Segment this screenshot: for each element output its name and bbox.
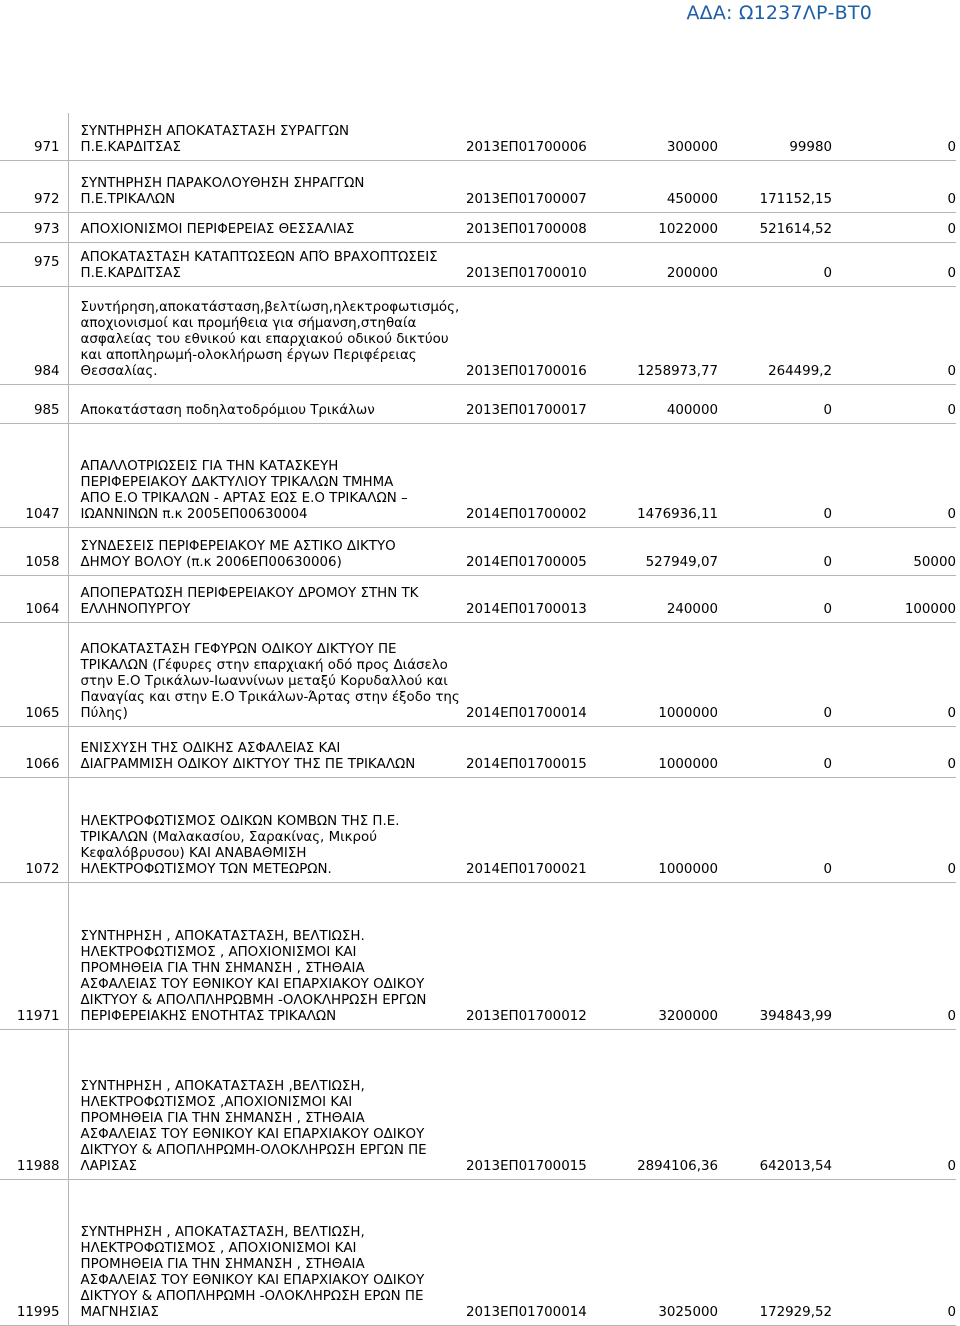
budget-amount: 1000000	[588, 622, 718, 726]
row-description	[68, 575, 464, 622]
payments-amount: 0	[718, 622, 836, 726]
description-line: Αποκατάσταση ποδηλατοδρόμιου Τρικάλων	[80, 402, 375, 418]
row-number: 973	[0, 212, 68, 242]
row-number: 975	[0, 242, 68, 286]
remainder-amount: 0	[836, 1029, 956, 1179]
budget-amount: 1476936,11	[588, 423, 718, 527]
project-code: 2014ΕΠ01700005	[464, 527, 588, 575]
table-row	[0, 1029, 956, 1179]
payments-amount: 0	[718, 384, 836, 423]
remainder-amount: 0	[836, 384, 956, 423]
description-line: ΠΡΟΜΗΘΕΙΑ ΓΙΑ ΤΗΝ ΣΗΜΑΝΣΗ , ΣΤΗΘΑΙΑ	[80, 1256, 365, 1272]
description-line: ΑΠΟΧΙΟΝΙΣΜΟΙ ΠΕΡΙΦΕΡΕΙΑΣ ΘΕΣΣΑΛΙΑΣ	[80, 221, 355, 237]
description-line: ΣΥΝΤΗΡΗΣΗ , ΑΠΟΚΑΤΑΣΤΑΣΗ ,ΒΕΛΤΙΩΣΗ,	[80, 1078, 365, 1094]
budget-amount: 300000	[588, 113, 718, 160]
project-code: 2014ΕΠ01700002	[464, 423, 588, 527]
description-line: ΑΣΦΑΛΕΙΑΣ ΤΟΥ ΕΘΝΙΚΟΥ ΚΑΙ ΕΠΑΡΧΙΑΚΟΥ ΟΔΙΚΟΥ	[80, 1272, 425, 1288]
description-line: ΔΙΚΤΥΟΥ & ΑΠΟΠΛΗΡΩΜΗ -ΟΛΟΚΛΗΡΩΣΗ ΕΡΩΝ ΠΕ	[80, 1288, 424, 1304]
row-description	[68, 882, 464, 1029]
budget-amount: 450000	[588, 160, 718, 212]
description-line: ΗΛΕΚΤΡΟΦΩΤΙΣΜΟΥ ΤΩΝ ΜΕΤΕΩΡΩΝ.	[80, 861, 332, 877]
table-row	[0, 575, 956, 622]
row-description	[68, 1179, 464, 1325]
description-line: αποχιονισμοί και προμήθεια για σήμανση,στηθαία	[80, 315, 417, 331]
description-line: ΕΝΙΣΧΥΣΗ ΤΗΣ ΟΔΙΚΗΣ ΑΣΦΑΛΕΙΑΣ ΚΑΙ	[80, 740, 341, 756]
table-row	[0, 286, 956, 384]
description-line: ασφαλείας του εθνικού και επαρχιακού οδικού δικτύου	[80, 331, 449, 347]
description-line: ΠΕΡΙΦΕΡΕΙΑΚΟΥ ΔΑΚΤΥΛΙΟΥ ΤΡΙΚΑΛΩΝ ΤΜΗΜΑ	[80, 474, 394, 490]
payments-amount: 0	[718, 726, 836, 777]
description-line: ΠΡΟΜΗΘΕΙΑ ΓΙΑ ΤΗΝ ΣΗΜΑΝΣΗ , ΣΤΗΘΑΙΑ	[80, 960, 365, 976]
row-description	[68, 777, 464, 882]
description-line: ΣΥΝΤΗΡΗΣΗ , ΑΠΟΚΑΤΑΣΤΑΣΗ, ΒΕΛΤΙΩΣΗ.	[80, 928, 365, 944]
table-row	[0, 384, 956, 423]
payments-amount: 0	[718, 242, 836, 286]
remainder-amount: 0	[836, 423, 956, 527]
project-code: 2013ΕΠ01700008	[464, 212, 588, 242]
budget-amount: 1258973,77	[588, 286, 718, 384]
description-line: ΔΙΚΤΥΟΥ & ΑΠΟΛΠΛΗΡΩΒΜΗ -ΟΛΟΚΛΗΡΩΣΗ ΕΡΓΩΝ	[80, 992, 427, 1008]
budget-amount: 200000	[588, 242, 718, 286]
row-description	[68, 113, 464, 160]
ada-stamp: ΑΔΑ: Ω1237ΛΡ-ΒΤ0	[686, 2, 872, 24]
description-line: ΣΥΝΤΗΡΗΣΗ , ΑΠΟΚΑΤΑΣΤΑΣΗ, ΒΕΛΤΙΩΣΗ,	[80, 1224, 365, 1240]
description-line: Π.Ε.ΚΑΡΔΙΤΣΑΣ	[80, 139, 181, 155]
remainder-amount: 0	[836, 212, 956, 242]
payments-amount: 0	[718, 777, 836, 882]
row-description	[68, 622, 464, 726]
description-line: ΣΥΝΔΕΣΕΙΣ ΠΕΡΙΦΕΡΕΙΑΚΟΥ ΜΕ ΑΣΤΙΚΟ ΔΙΚΤΥΟ	[80, 538, 396, 554]
description-line: ΕΛΛΗΝΟΠΥΡΓΟΥ	[80, 601, 191, 617]
description-line: ΜΑΓΝΗΣΙΑΣ	[80, 1304, 159, 1320]
payments-amount: 172929,52	[718, 1179, 836, 1325]
table-row	[0, 423, 956, 527]
description-line: ΑΠΟ Ε.Ο ΤΡΙΚΑΛΩΝ - ΑΡΤΑΣ ΕΩΣ Ε.Ο ΤΡΙΚΑΛΩΝ –	[80, 490, 408, 506]
row-number: 11995	[0, 1179, 68, 1325]
remainder-amount: 0	[836, 882, 956, 1029]
row-number: 1066	[0, 726, 68, 777]
budget-amount: 3025000	[588, 1179, 718, 1325]
description-line: Παναγίας και στην Ε.Ο Τρικάλων-Άρτας στην έξοδο της	[80, 689, 460, 705]
table-row	[0, 882, 956, 1029]
description-line: ΑΠΟΚΑΤΑΣΤΑΣΗ ΓΕΦΥΡΩΝ ΟΔΙΚΟΥ ΔΙΚΤΥΟΥ ΠΕ	[80, 641, 397, 657]
description-line: Θεσσαλίας.	[80, 363, 158, 379]
table-row	[0, 777, 956, 882]
description-line: ΑΣΦΑΛΕΙΑΣ ΤΟΥ ΕΘΝΙΚΟΥ ΚΑΙ ΕΠΑΡΧΙΑΚΟΥ ΟΔΙΚΟΥ	[80, 976, 425, 992]
row-number: 1065	[0, 622, 68, 726]
description-line: ΠΡΟΜΗΘΕΙΑ ΓΙΑ ΤΗΝ ΣΗΜΑΝΣΗ , ΣΤΗΘΑΙΑ	[80, 1110, 365, 1126]
payments-amount: 0	[718, 527, 836, 575]
row-description	[68, 384, 464, 423]
row-description	[68, 160, 464, 212]
description-line: ΤΡΙΚΑΛΩΝ (Μαλακασίου, Σαρακίνας, Μικρού	[80, 829, 377, 845]
table-row	[0, 160, 956, 212]
payments-amount: 394843,99	[718, 882, 836, 1029]
project-code: 2013ΕΠ01700012	[464, 882, 588, 1029]
table-row	[0, 113, 956, 160]
payments-amount: 99980	[718, 113, 836, 160]
row-number: 11988	[0, 1029, 68, 1179]
remainder-amount: 0	[836, 286, 956, 384]
project-code: 2013ΕΠ01700014	[464, 1179, 588, 1325]
row-description	[68, 242, 464, 286]
description-line: ΑΠΑΛΛΟΤΡΙΩΣΕΙΣ ΓΙΑ ΤΗΝ ΚΑΤΑΣΚΕΥΗ	[80, 458, 339, 474]
description-line: ΛΑΡΙΣΑΣ	[80, 1158, 137, 1174]
remainder-amount: 100000	[836, 575, 956, 622]
budget-items-table	[0, 113, 956, 1326]
remainder-amount: 0	[836, 242, 956, 286]
row-description	[68, 527, 464, 575]
row-number: 984	[0, 286, 68, 384]
table-body	[0, 113, 956, 1325]
project-code: 2013ΕΠ01700006	[464, 113, 588, 160]
description-line: ΗΛΕΚΤΡΟΦΩΤΙΣΜΟΣ ΟΔΙΚΩΝ ΚΟΜΒΩΝ ΤΗΣ Π.Ε.	[80, 813, 400, 829]
table-row	[0, 1179, 956, 1325]
description-line: ΑΠΟΚΑΤΑΣΤΑΣΗ ΚΑΤΑΠΤΩΣΕΩΝ ΑΠΌ ΒΡΑΧΟΠΤΩΣΕΙΣ	[80, 249, 438, 265]
description-line: ΔΙΚΤΥΟΥ & ΑΠΟΠΛΗΡΩΜΗ-ΟΛΟΚΛΗΡΩΣΗ ΕΡΓΩΝ ΠΕ	[80, 1142, 427, 1158]
description-line: ΣΥΝΤΗΡΗΣΗ ΑΠΟΚΑΤΑΣΤΑΣΗ ΣΥΡΑΓΓΩΝ	[80, 123, 350, 139]
project-code: 2013ΕΠ01700015	[464, 1029, 588, 1179]
row-number: 971	[0, 113, 68, 160]
project-code: 2014ΕΠ01700015	[464, 726, 588, 777]
row-description	[68, 726, 464, 777]
description-line: ΗΛΕΚΤΡΟΦΩΤΙΣΜΟΣ ,ΑΠΟΧΙΟΝΙΣΜΟΙ ΚΑΙ	[80, 1094, 353, 1110]
table-row	[0, 622, 956, 726]
budget-amount: 240000	[588, 575, 718, 622]
description-line: στην Ε.Ο Τρικάλων-Ιωαννίνων μεταξύ Κορυδαλλού και	[80, 673, 448, 689]
description-line: ΤΡΙΚΑΛΩΝ (Γέφυρες στην επαρχιακή οδό προς Διάσελο	[80, 657, 448, 673]
description-line: ΣΥΝΤΗΡΗΣΗ ΠΑΡΑΚΟΛΟΥΘΗΣΗ ΣΗΡΑΓΓΩΝ	[80, 175, 365, 191]
table-row	[0, 212, 956, 242]
row-number: 1064	[0, 575, 68, 622]
payments-amount: 171152,15	[718, 160, 836, 212]
description-line: ΑΣΦΑΛΕΙΑΣ ΤΟΥ ΕΘΝΙΚΟΥ ΚΑΙ ΕΠΑΡΧΙΑΚΟΥ ΟΔΙΚΟΥ	[80, 1126, 425, 1142]
description-line: ΠΕΡΙΦΕΡΕΙΑΚΗΣ ΕΝΟΤΗΤΑΣ ΤΡΙΚΑΛΩΝ	[80, 1008, 337, 1024]
row-description	[68, 423, 464, 527]
project-code: 2014ΕΠ01700021	[464, 777, 588, 882]
row-number: 972	[0, 160, 68, 212]
budget-amount: 1000000	[588, 726, 718, 777]
description-line: ΔΗΜΟΥ ΒΟΛΟΥ (π.κ 2006ΕΠ00630006)	[80, 554, 342, 570]
description-line: ΗΛΕΚΤΡΟΦΩΤΙΣΜΟΣ , ΑΠΟΧΙΟΝΙΣΜΟΙ ΚΑΙ	[80, 1240, 357, 1256]
budget-amount: 400000	[588, 384, 718, 423]
project-code: 2013ΕΠ01700016	[464, 286, 588, 384]
project-code: 2014ΕΠ01700013	[464, 575, 588, 622]
remainder-amount: 0	[836, 1179, 956, 1325]
payments-amount: 264499,2	[718, 286, 836, 384]
row-number: 1047	[0, 423, 68, 527]
description-line: Π.Ε.ΤΡΙΚΑΛΩΝ	[80, 191, 176, 207]
table-row	[0, 726, 956, 777]
table-row	[0, 527, 956, 575]
description-line: Πύλης)	[80, 705, 128, 721]
table-row	[0, 242, 956, 286]
row-description	[68, 212, 464, 242]
description-line: Κεφαλόβρυσου) ΚΑΙ ΑΝΑΒΑΘΜΙΣΗ	[80, 845, 307, 861]
project-code: 2014ΕΠ01700014	[464, 622, 588, 726]
row-number: 11971	[0, 882, 68, 1029]
description-line: Συντήρηση,αποκατάσταση,βελτίωση,ηλεκτροφωτισμός,	[80, 299, 460, 315]
budget-amount: 1022000	[588, 212, 718, 242]
payments-amount: 0	[718, 575, 836, 622]
description-line: ΔΙΑΓΡΑΜΜΙΣΗ ΟΔΙΚΟΥ ΔΙΚΤΥΟΥ ΤΗΣ ΠΕ ΤΡΙΚΑΛΩΝ	[80, 756, 416, 772]
remainder-amount: 0	[836, 160, 956, 212]
remainder-amount: 0	[836, 113, 956, 160]
row-number: 1058	[0, 527, 68, 575]
payments-amount: 521614,52	[718, 212, 836, 242]
remainder-amount: 0	[836, 777, 956, 882]
row-description	[68, 1029, 464, 1179]
description-line: ΑΠΟΠΕΡΑΤΩΣΗ ΠΕΡΙΦΕΡΕΙΑΚΟΥ ΔΡΟΜΟΥ ΣΤΗΝ ΤΚ	[80, 585, 419, 601]
project-code: 2013ΕΠ01700017	[464, 384, 588, 423]
remainder-amount: 0	[836, 726, 956, 777]
budget-amount: 3200000	[588, 882, 718, 1029]
payments-amount: 0	[718, 423, 836, 527]
project-code: 2013ΕΠ01700007	[464, 160, 588, 212]
row-number: 1072	[0, 777, 68, 882]
remainder-amount: 0	[836, 622, 956, 726]
project-code: 2013ΕΠ01700010	[464, 242, 588, 286]
description-line: και αποπληρωμή-ολοκλήρωση έργων Περιφέρειας	[80, 347, 417, 363]
description-line: ΗΛΕΚΤΡΟΦΩΤΙΣΜΟΣ , ΑΠΟΧΙΟΝΙΣΜΟΙ ΚΑΙ	[80, 944, 357, 960]
budget-amount: 1000000	[588, 777, 718, 882]
row-number: 985	[0, 384, 68, 423]
payments-amount: 642013,54	[718, 1029, 836, 1179]
row-description	[68, 286, 464, 384]
description-line: Π.Ε.ΚΑΡΔΙΤΣΑΣ	[80, 265, 181, 281]
budget-amount: 2894106,36	[588, 1029, 718, 1179]
description-line: ΙΩΑΝΝΙΝΩΝ π.κ 2005ΕΠ00630004	[80, 506, 308, 522]
budget-amount: 527949,07	[588, 527, 718, 575]
remainder-amount: 50000	[836, 527, 956, 575]
